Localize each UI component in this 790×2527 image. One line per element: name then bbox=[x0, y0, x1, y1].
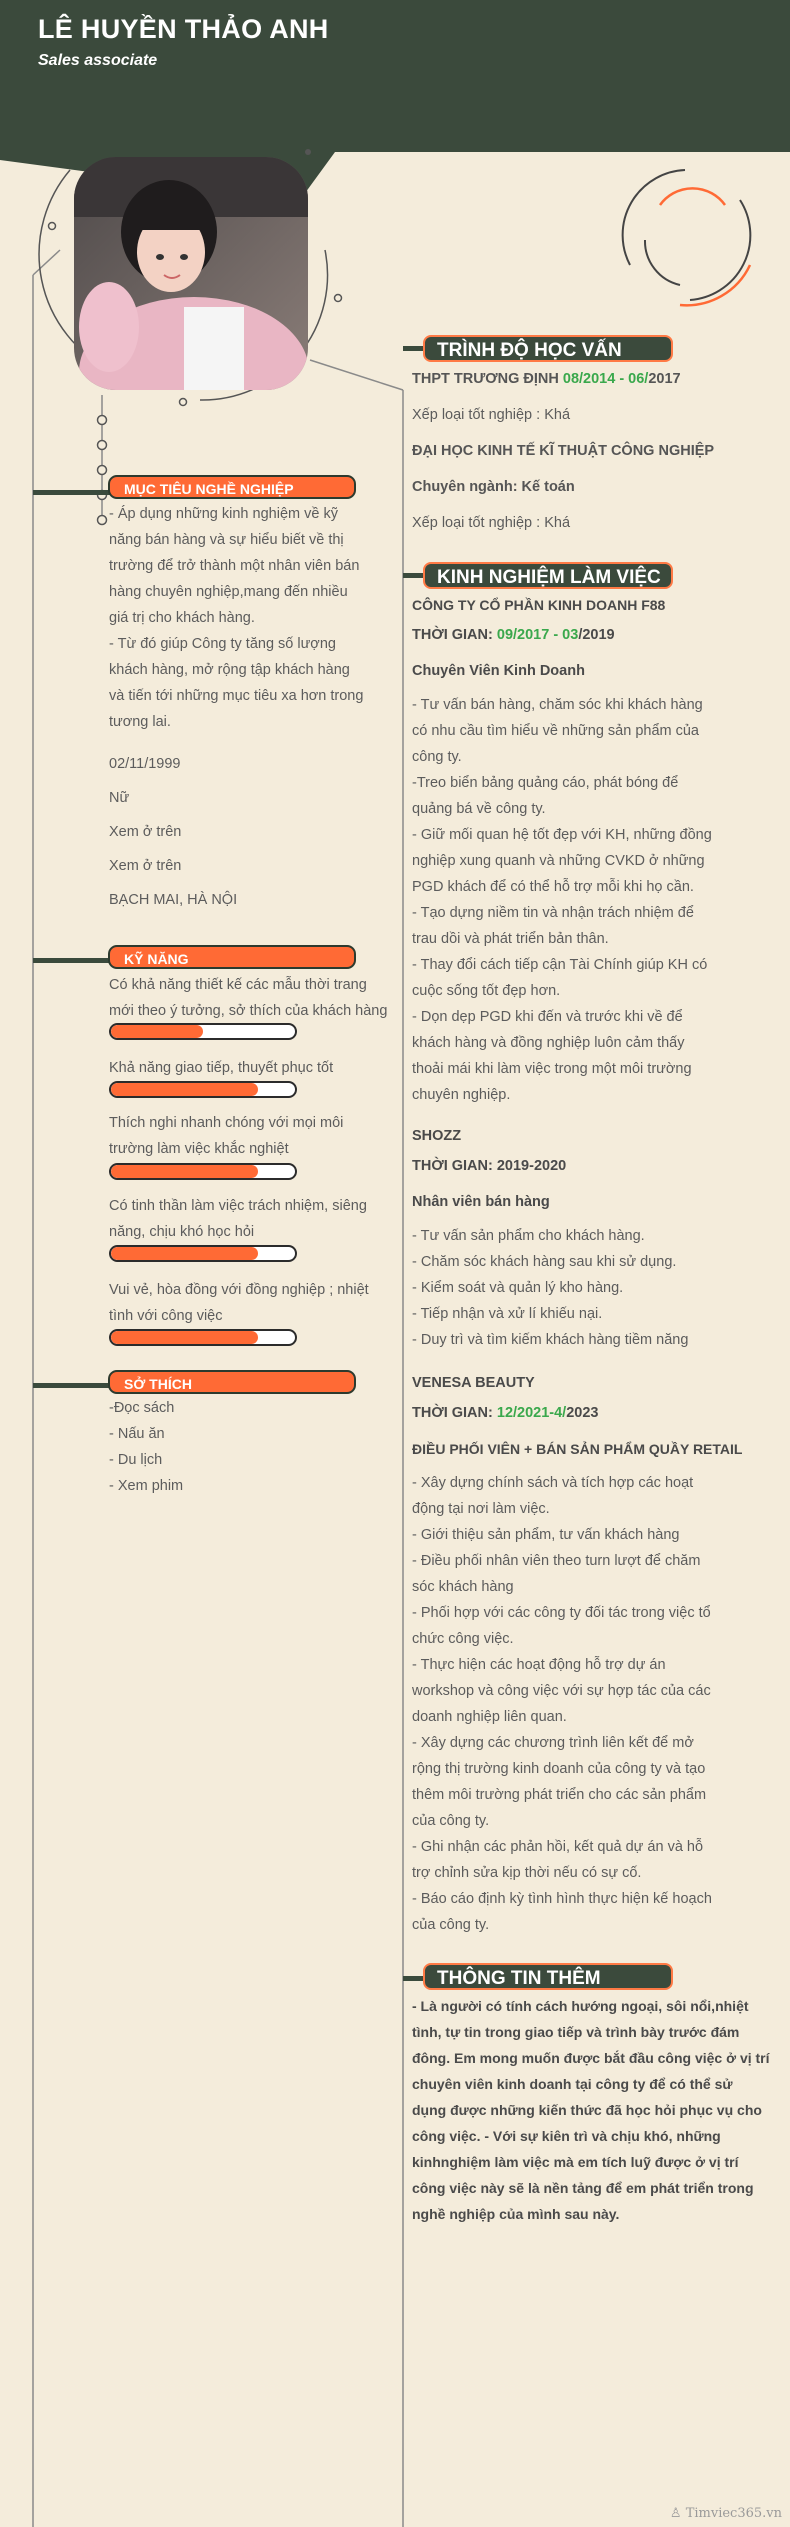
skill-1-text: Có khả năng thiết kế các mẫu thời trang mới theo ý tưởng, sở thích của khách hàng bbox=[109, 977, 388, 1019]
job-1-line: - Tạo dựng niềm tin và nhận trách nhiệm để bbox=[412, 905, 694, 921]
job-3-line: thêm môi trường phát triển cho các sản phẩm bbox=[412, 1787, 707, 1803]
job-3-line: - Giới thiệu sản phẩm, tư vấn khách hàng bbox=[412, 1527, 680, 1543]
job-1-line: có nhu cầu tìm hiểu về những sản phẩm của bbox=[412, 723, 699, 739]
job-3-line: chức công việc. bbox=[412, 1631, 514, 1647]
skill-2-text: Khả năng giao tiếp, thuyết phục tốt bbox=[109, 1060, 334, 1076]
job-1-line: -Treo biển bảng quảng cáo, phát bóng để bbox=[412, 775, 679, 791]
skill-5-text: Vui vẻ, hòa đồng với đồng nghiệp ; nhiệt tình với công việc bbox=[109, 1282, 369, 1324]
job-3-line: rộng thị trường kinh doanh của công ty và tạo bbox=[412, 1761, 706, 1777]
extra-info-text bbox=[412, 1993, 777, 2227]
job-3-line: của công ty. bbox=[412, 1917, 490, 1933]
candidate-name: LÊ HUYỀN THẢO ANH bbox=[38, 14, 329, 44]
job-3-line: sóc khách hàng bbox=[412, 1579, 514, 1595]
job-1-line: - Tư vấn bán hàng, chăm sóc khi khách hàng bbox=[412, 697, 703, 713]
profile-photo bbox=[74, 157, 308, 390]
hobbies-title: SỞ THÍCH bbox=[108, 1370, 356, 1394]
job-1: CÔNG TY CỔ PHẦN KINH DOANH F88 THỜI GIAN: 09/2017 - 03/2019 Chuyên Viên Kinh Doanh - Tư vấn bán hàng, chăm sóc khi khách hàng có nhu cầu tìm hiểu về những sản phẩm của công ty. -Treo biển bảng quảng cáo, phát bóng để quảng bá về công ty. - Giữ mối quan hệ tốt đẹp với KH, những đồng nghiệp xung quanh và những CVKD ở những PGD khách để có thể hỗ trợ mỗi khi họ cần. - Tạo dựng niềm tin và nhận trách nhiệm để trau dồi và phát triển bản thân. - Thay đổi cách tiếp cận Tài Chính giúp KH có cuộc sống tốt đẹp hơn. - Dọn dẹp PGD khi đến và trước khi về để khách hàng và đồng nghiệp luôn cảm thấy thoải mái khi làm việc trong một môi trường chuyên nghiệp. bbox=[412, 592, 767, 1108]
job-1-line: - Dọn dẹp PGD khi đến và trước khi về để bbox=[412, 1009, 683, 1025]
education-title: TRÌNH ĐỘ HỌC VẤN bbox=[423, 335, 673, 362]
job-1-line: nghiệp xung quanh và những CVKD ở những bbox=[412, 853, 705, 869]
job-1-line: chuyên nghiệp. bbox=[412, 1087, 511, 1103]
job-1-line: khách hàng và đồng nghiệp luôn cảm thấy bbox=[412, 1035, 685, 1051]
job-3-line: - Phối hợp với các công ty đối tác trong việc tổ bbox=[412, 1605, 711, 1621]
extra-info-line: dụng được những kiến thức đã học hỏi phục vụ cho bbox=[412, 2102, 762, 2118]
candidate-role: Sales associate bbox=[38, 52, 158, 69]
job-3-line: workshop và công việc với sự hợp tác của các bbox=[412, 1683, 711, 1699]
job-1-line: quảng bá về công ty. bbox=[412, 801, 546, 817]
info-gender: Nữ bbox=[109, 790, 130, 806]
job-3-line: - Ghi nhận các phản hồi, kết quả dự án và hỗ bbox=[412, 1839, 704, 1855]
extra-info-line: kinhnghiệm làm việc mà em tích luỹ được ở vị trí bbox=[412, 2154, 739, 2170]
job-1-line: - Thay đổi cách tiếp cận Tài Chính giúp KH có bbox=[412, 957, 708, 973]
info-phone: Xem ở trên bbox=[109, 824, 182, 840]
job-3-line: trợ chỉnh sửa kịp thời nếu có sự cố. bbox=[412, 1865, 642, 1881]
objective-text: - Áp dụng những kinh nghiệm về kỹ năng bán hàng và sự hiểu biết về thị trường để trở thành một nhân viên bán hàng chuyên nghiệp,mang đến nhiều giá trị cho khách hàng. - Từ đó giúp Công ty tăng số lượng khách hàng, mở rộng tập khách hàng và tiến tới những mục tiêu xa hơn trong tương lai. bbox=[109, 506, 364, 730]
job-2-line: - Chăm sóc khách hàng sau khi sử dụng. bbox=[412, 1254, 677, 1270]
skill-4-text: Có tinh thần làm việc trách nhiệm, siêng năng, chịu khó học hỏi bbox=[109, 1198, 367, 1240]
job-2-line: - Tiếp nhận và xử lí khiếu nại. bbox=[412, 1306, 603, 1322]
extra-info-line: công việc này sẽ là nền tảng để em phát triển trong bbox=[412, 2180, 754, 2196]
job-2-line: - Duy trì và tìm kiếm khách hàng tiềm năng bbox=[412, 1332, 689, 1348]
job-2-line: - Tư vấn sản phẩm cho khách hàng. bbox=[412, 1228, 645, 1244]
job-3-line: doanh nghiệp liên quan. bbox=[412, 1709, 567, 1725]
job-1-line: trau dồi và phát triển bản thân. bbox=[412, 931, 609, 947]
extra-info-title: THÔNG TIN THÊM bbox=[423, 1963, 673, 1990]
job-1-line: cuộc sống tốt đẹp hơn. bbox=[412, 983, 561, 999]
extra-info-line: - Là người có tính cách hướng ngoại, sôi nổi,nhiệt bbox=[412, 1998, 749, 2014]
job-1-line: PGD khách để có thể hỗ trợ mỗi khi họ cần. bbox=[412, 879, 694, 895]
job-2: SHOZZ THỜI GIAN: 2019-2020 Nhân viên bán hàng - Tư vấn sản phẩm cho khách hàng. - Chăm sóc khách hàng sau khi sử dụng. - Kiểm soát và quản lý kho hàng. - Tiếp nhận và xử lí khiếu nại. - Duy trì và tìm kiếm khách hàng tiềm năng bbox=[412, 1123, 767, 1353]
job-3-line: - Xây dựng chính sách và tích hợp các hoạt bbox=[412, 1475, 694, 1491]
skill-3-bar bbox=[109, 1163, 297, 1180]
skill-1-bar bbox=[109, 1023, 297, 1040]
skill-3-text: Thích nghi nhanh chóng với mọi môi trường làm việc khắc nghiệt bbox=[109, 1115, 344, 1157]
skill-4-bar bbox=[109, 1245, 297, 1262]
info-address: BẠCH MAI, HÀ NỘI bbox=[109, 892, 238, 908]
watermark: ♙ Timviec365.vn bbox=[669, 2506, 782, 2521]
experience-title: KINH NGHIỆM LÀM VIỆC bbox=[423, 562, 673, 589]
info-birthdate: 02/11/1999 bbox=[109, 756, 181, 772]
personal-info bbox=[109, 747, 399, 917]
objective-title: MỤC TIÊU NGHỀ NGHIỆP bbox=[108, 475, 356, 499]
job-3-line: - Xây dựng các chương trình liên kết để mở bbox=[412, 1735, 694, 1751]
extra-info-line: chuyên viên kinh doanh tại công ty để có thể sử bbox=[412, 2076, 733, 2092]
job-1-line: công ty. bbox=[412, 749, 462, 765]
job-1-line: thoải mái khi làm việc trong một môi trường bbox=[412, 1061, 692, 1077]
job-1-line: - Giữ mối quan hệ tốt đẹp với KH, những đồng bbox=[412, 827, 712, 843]
skills-title: KỸ NĂNG bbox=[108, 945, 356, 969]
extra-info-line: tình, tự tin trong giao tiếp và trình bày trước đám bbox=[412, 2024, 740, 2040]
skill-5-bar bbox=[109, 1329, 297, 1346]
skill-2-bar bbox=[109, 1081, 297, 1098]
extra-info-line: nghề nghiệp của mình sau này. bbox=[412, 2206, 620, 2222]
extra-info-line: công việc. - Với sự kiên trì và chịu khó, những bbox=[412, 2128, 721, 2144]
info-email: Xem ở trên bbox=[109, 858, 182, 874]
job-2-line: - Kiểm soát và quản lý kho hàng. bbox=[412, 1280, 624, 1296]
education-content: THPT TRƯƠNG ĐỊNH 08/2014 - 06/2017 Xếp loại tốt nghiệp : Khá ĐẠI HỌC KINH TẾ KĨ THUẬT CÔNG NGHIỆP Chuyên ngành: Kế toán Xếp loại tốt nghiệp : Khá bbox=[412, 371, 715, 531]
job-3: VENESA BEAUTY THỜI GIAN: 12/2021-4/2023 ĐIỀU PHỐI VIÊN + BÁN SẢN PHẨM QUẦY RETAIL - Xây dựng chính sách và tích hợp các hoạt động tại nơi làm việc. - Giới thiệu sản phẩm, tư vấn khách hàng - Điều phối nhân viên theo turn lượt để chăm sóc khách hàng - Phối hợp với các công ty đối tác trong việc tổ chức công việc. - Thực hiện các hoạt động hỗ trợ dự án workshop và công việc với sự hợp tác của các doanh nghiệp liên quan. - Xây dựng các chương trình liên kết để mở rộng thị trường kinh doanh của công ty và tạo thêm môi trường phát triển cho các sản phẩm của công ty. - Ghi nhận các phản hồi, kết quả dự án và hỗ trợ chỉnh sửa kịp thời nếu có sự cố. - Báo cáo định kỳ tình hình thực hiện kế hoạch của công ty. bbox=[412, 1370, 767, 1938]
job-3-line: của công ty. bbox=[412, 1813, 490, 1829]
job-3-line: - Báo cáo định kỳ tình hình thực hiện kế hoạch bbox=[412, 1891, 712, 1907]
job-3-line: - Thực hiện các hoạt động hỗ trợ dự án bbox=[412, 1657, 666, 1673]
job-3-line: động tại nơi làm việc. bbox=[412, 1501, 550, 1517]
extra-info-line: đông. Em mong muốn được bắt đầu công việc ở vị trí bbox=[412, 2050, 770, 2066]
hobbies-list: -Đọc sách - Nấu ăn - Du lịch - Xem phim bbox=[109, 1400, 184, 1494]
job-3-line: - Điều phối nhân viên theo turn lượt để chăm bbox=[412, 1553, 701, 1569]
